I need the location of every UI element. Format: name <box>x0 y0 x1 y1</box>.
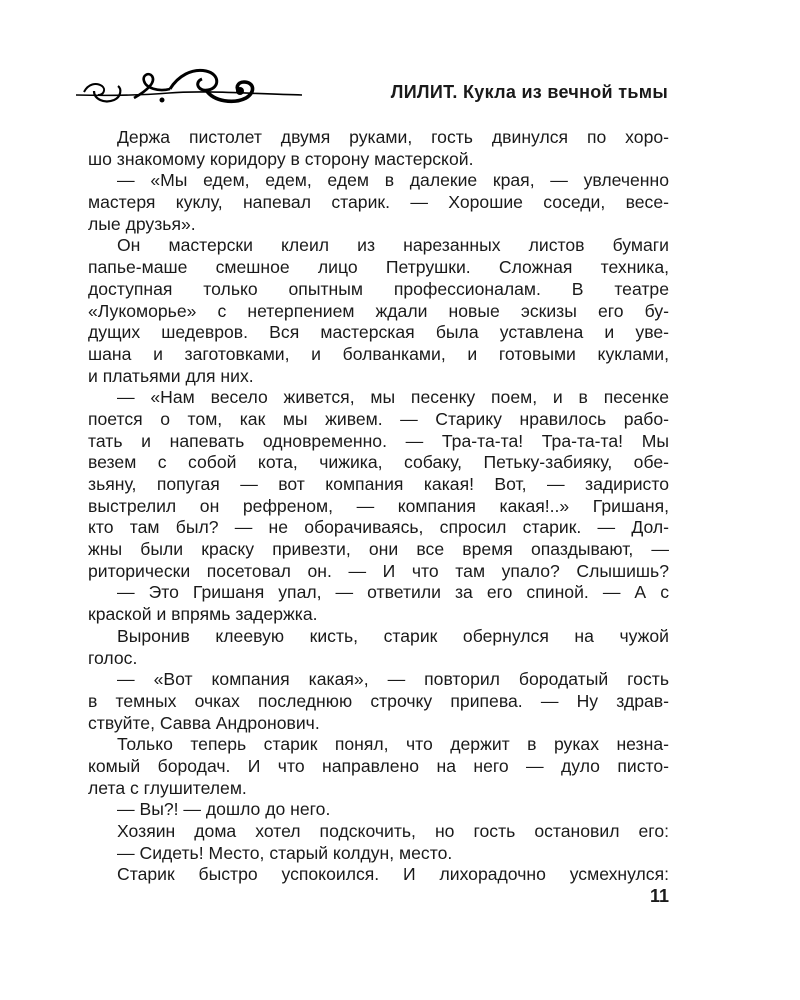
text-line: — «Вот компания какая», — повторил бородатый гость <box>117 669 669 690</box>
text-line: комый бородач. И что направлено на него — дуло писто- <box>88 755 669 776</box>
page-header <box>74 62 676 110</box>
text-line: лые друзья». <box>88 213 196 234</box>
text-line: риторически посетовал он. — И что там упало? Слышишь? <box>88 560 669 581</box>
text-line: Хозяин дома хотел подскочить, но гость остановил его: <box>117 821 669 841</box>
text-line: Держа пистолет двумя руками, гость двинулся по хоро- <box>117 127 669 147</box>
text-line: мастеря куклу, напевал старик. — Хорошие соседи, весе- <box>88 192 669 213</box>
text-line: Выронив клеевую кисть, старик обернулся на чужой <box>117 625 669 646</box>
text-line: везем с собой кота, чижика, собаку, Петьку-забияку, обе- <box>88 452 669 473</box>
text-line: выстрелил он рефреном, — компания какая!..» Гришаня, <box>88 495 669 516</box>
text-line: и платьями для них. <box>88 365 254 386</box>
page-number: 11 <box>649 886 669 906</box>
text-line: доступная только опытным профессионалам. В театре <box>88 278 669 299</box>
flourish-ornament-icon <box>74 62 304 110</box>
text-line: лета с глушителем. <box>88 777 247 798</box>
text-line: Старик быстро успокоился. И лихорадочно усмехнулся: <box>117 864 669 885</box>
text-line: шана и заготовками, и болванками, и готовыми куклами, <box>88 343 669 364</box>
text-line: папье-маше смешное лицо Петрушки. Сложная техника, <box>88 257 669 278</box>
text-line: в темных очках последнюю строчку припева. — Ну здрав- <box>88 690 669 711</box>
text-line: голос. <box>88 647 138 668</box>
running-title: ЛИЛИТ. Кукла из вечной тьмы <box>390 82 668 102</box>
text-line: шо знакомому коридору в сторону мастерской. <box>88 148 474 169</box>
text-line: — «Мы едем, едем, едем в далекие края, — увлеченно <box>117 170 669 191</box>
text-line: зьяну, попугая — вот компания какая! Вот, — задиристо <box>88 474 669 494</box>
body-text <box>88 127 669 886</box>
text-line: — Вы?! — дошло до него. <box>117 799 331 820</box>
text-line: тать и напевать одновременно. — Тра-та-та! Тра-та-та! Мы <box>88 430 669 451</box>
text-line: поется о том, как мы живем. — Старику нравилось рабо- <box>88 408 669 429</box>
text-line: дущих шедевров. Вся мастерская была уставлена и уве- <box>88 322 669 343</box>
text-line: Он мастерски клеил из нарезанных листов бумаги <box>117 235 669 256</box>
text-line: — Это Гришаня упал, — ответили за его спиной. — А с <box>117 582 669 603</box>
text-line: жны были краску привезти, они все время опаздывают, — <box>88 539 669 560</box>
text-line: краской и впрямь задержка. <box>88 604 318 625</box>
text-line: кто там был? — не оборачиваясь, спросил старик. — Дол- <box>88 517 669 538</box>
text-line: ствуйте, Савва Андронович. <box>88 712 320 733</box>
text-line: — «Нам весело живется, мы песенку поем, и в песенке <box>117 387 669 408</box>
text-line: «Лукоморье» с нетерпением ждали новые эскизы его бу- <box>88 300 669 321</box>
text-line: — Сидеть! Место, старый колдун, место. <box>117 842 453 863</box>
text-line: Только теперь старик понял, что держит в руках незна- <box>117 734 669 755</box>
